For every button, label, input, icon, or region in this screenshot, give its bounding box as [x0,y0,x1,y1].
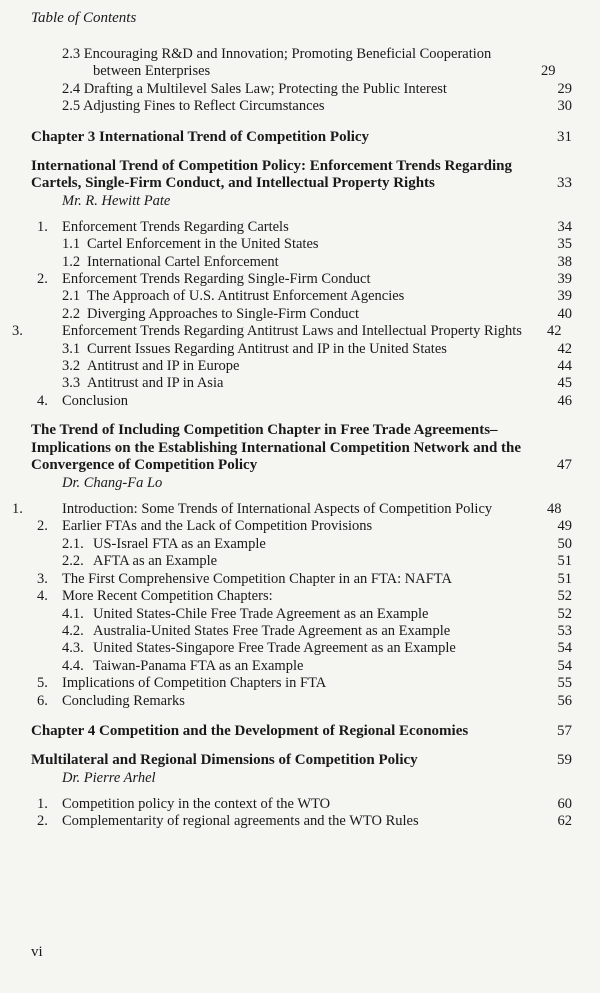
toc-entry: 3.1 Current Issues Regarding Antitrust and IP in the United States 42 [62,340,572,357]
toc-entry: 2. Complementarity of regional agreements and the WTO Rules 62 [37,812,572,829]
toc-entry: 6. Concluding Remarks 56 [37,692,572,709]
page-number: 60 [557,795,572,812]
page-number: 40 [557,305,572,322]
toc-entry: 4.1. United States-Chile Free Trade Agreement as an Example 52 [62,605,572,622]
page-number: 44 [557,358,572,375]
page-number: 34 [557,218,572,235]
toc-entry: 4. Conclusion 46 [37,392,572,409]
toc-entry: 2.5 Adjusting Fines to Reflect Circumstances 30 [62,98,572,115]
chapter-heading: Chapter 3 International Trend of Competition Policy 31 [31,128,572,145]
page-number: 53 [557,622,572,639]
toc-entry: 3.2 Antitrust and IP in Europe 44 [62,358,572,375]
toc-entry: 1. Competition policy in the context of the WTO 60 [37,795,572,812]
paper-title: The Trend of Including Competition Chapter in Free Trade Agreements–Implications on the Establishing International Competition Network and the Convergence of Competition Policy 47 [31,422,572,474]
page-number: 38 [557,253,572,270]
page-number: 33 [557,175,572,192]
toc-entry: 2. Enforcement Trends Regarding Single-Firm Conduct 39 [37,271,572,288]
page-number: 29 [557,80,572,97]
chapter-heading: Chapter 4 Competition and the Development of Regional Economies 57 [31,722,572,739]
page-number: 50 [557,535,572,552]
page-folio: vi [31,944,43,960]
page-number: 31 [557,128,572,145]
running-head: Table of Contents [31,10,137,26]
page-number: 42 [557,340,572,357]
page-number: 54 [557,657,572,674]
page-number: 51 [557,553,572,570]
toc-entry: 2.1 The Approach of U.S. Antitrust Enforcement Agencies 39 [62,288,572,305]
page-number: 59 [557,751,572,768]
author-name: Mr. R. Hewitt Pate [62,192,171,209]
page-number: 45 [557,375,572,392]
table-of-contents [12,46,572,830]
toc-entry: 3. The First Comprehensive Competition Chapter in an FTA: NAFTA 51 [37,570,572,587]
page-number: 39 [557,288,572,305]
toc-entry: 1.2 International Cartel Enforcement 38 [62,253,572,270]
page-number: 49 [557,518,572,535]
page-number: 56 [557,692,572,709]
toc-entry: 2. Earlier FTAs and the Lack of Competition Provisions 49 [37,518,572,535]
toc-entry: 4.3. United States-Singapore Free Trade Agreement as an Example 54 [62,640,572,657]
toc-entry: 2.2 Diverging Approaches to Single-Firm Conduct 40 [62,305,572,322]
toc-entry: 1. Enforcement Trends Regarding Cartels 34 [37,218,572,235]
toc-entry: 3. Enforcement Trends Regarding Antitrust Laws and Intellectual Property Rights 42 [12,323,562,340]
page-number: 35 [557,236,572,253]
toc-entry: 3.3 Antitrust and IP in Asia 45 [62,375,572,392]
page-number: 52 [557,605,572,622]
toc-entry: 1.1 Cartel Enforcement in the United States 35 [62,236,572,253]
page-number: 57 [557,722,572,739]
page-number: 30 [557,98,572,115]
toc-entry: 4.4. Taiwan-Panama FTA as an Example 54 [62,657,572,674]
page-number: 52 [557,588,572,605]
page-number: 54 [557,640,572,657]
page-number: 62 [557,812,572,829]
toc-entry: 2.2. AFTA as an Example 51 [62,553,572,570]
toc-entry: 2.1. US-Israel FTA as an Example 50 [62,535,572,552]
page-number: 47 [557,457,572,474]
author-name: Dr. Pierre Arhel [62,769,156,786]
toc-entry: 4. More Recent Competition Chapters: 52 [37,588,572,605]
author-name: Dr. Chang-Fa Lo [62,475,163,492]
page-number: 51 [557,570,572,587]
toc-entry: 2.4 Drafting a Multilevel Sales Law; Protecting the Public Interest 29 [62,80,572,97]
page-number: 46 [557,392,572,409]
toc-entry: 1. Introduction: Some Trends of International Aspects of Competition Policy 48 [12,501,562,518]
page-number: 39 [557,271,572,288]
toc-entry: 5. Implications of Competition Chapters in FTA 55 [37,675,572,692]
paper-title: International Trend of Competition Policy: Enforcement Trends Regarding Cartels, Single-Firm Conduct, and Intellectual Property Rights 33 [31,157,572,192]
toc-entry: 2.3 Encouraging R&D and Innovation; Promoting Beneficial Cooperation between Enterprises 29 [62,46,556,80]
page-number: 55 [557,675,572,692]
toc-entry: 4.2. Australia-United States Free Trade Agreement as an Example 53 [62,622,572,639]
paper-title: Multilateral and Regional Dimensions of Competition Policy 59 [31,751,572,768]
